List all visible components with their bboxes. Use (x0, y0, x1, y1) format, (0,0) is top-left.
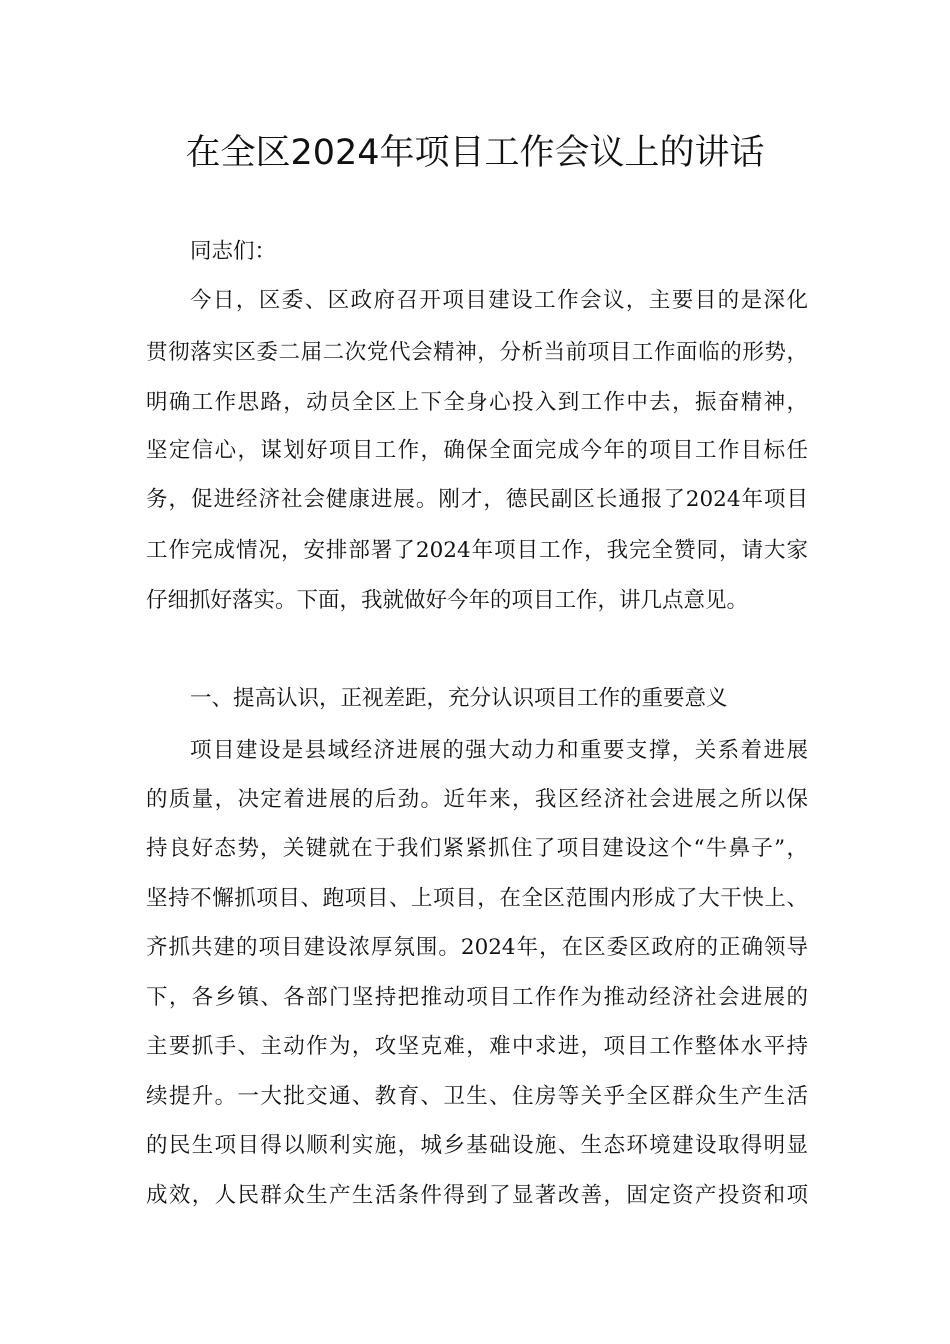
paragraph-line: 的质量，决定着进展的后劲。近年来，我区经济社会进展之所以保 (146, 787, 808, 812)
document-title: 在全区2024年项目工作会议上的讲话 (185, 133, 765, 173)
paragraph-line: 成效，人民群众生产生活条件得到了显著改善，固定资产投资和项 (146, 1183, 808, 1208)
paragraph-line: 续提升。一大批交通、教育、卫生、住房等关乎全区群众生产生活 (146, 1084, 808, 1109)
paragraph-line: 工作完成情况，安排部署了2024年项目工作，我完全赞同，请大家 (146, 538, 808, 563)
paragraph-line: 的民生项目得以顺利实施，城乡基础设施、生态环境建设取得明显 (146, 1133, 808, 1158)
paragraph-line: 仔细抓好落实。下面，我就做好今年的项目工作，讲几点意见。 (146, 588, 749, 613)
salutation: 同志们： (190, 239, 277, 264)
paragraph-line: 持良好态势，关键就在于我们紧紧抓住了项目建设这个“牛鼻子”， (146, 836, 808, 861)
section-heading: 一、提高认识，正视差距，充分认识项目工作的重要意义 (190, 686, 728, 711)
paragraph-line: 下，各乡镇、各部门坚持把推动项目工作作为推动经济社会进展的 (146, 985, 808, 1010)
paragraph-line: 今日，区委、区政府召开项目建设工作会议，主要目的是深化 (190, 288, 808, 313)
paragraph-line: 贯彻落实区委二届二次党代会精神，分析当前项目工作面临的形势， (146, 340, 808, 365)
paragraph-line: 齐抓共建的项目建设浓厚氛围。2024年，在区委区政府的正确领导 (146, 935, 808, 960)
paragraph-line: 主要抓手、主动作为，攻坚克难，难中求进，项目工作整体水平持 (146, 1034, 808, 1059)
paragraph-line: 坚定信心，谋划好项目工作，确保全面完成今年的项目工作目标任 (146, 438, 808, 463)
paragraph-line: 务，促进经济社会健康进展。刚才，德民副区长通报了2024年项目 (146, 487, 808, 512)
paragraph-line: 坚持不懈抓项目、跑项目、上项目，在全区范围内形成了大干快上、 (146, 886, 808, 911)
paragraph-line: 明确工作思路，动员全区上下全身心投入到工作中去，振奋精神， (146, 390, 808, 415)
paragraph-line: 项目建设是县域经济进展的强大动力和重要支撑，关系着进展 (190, 738, 808, 763)
